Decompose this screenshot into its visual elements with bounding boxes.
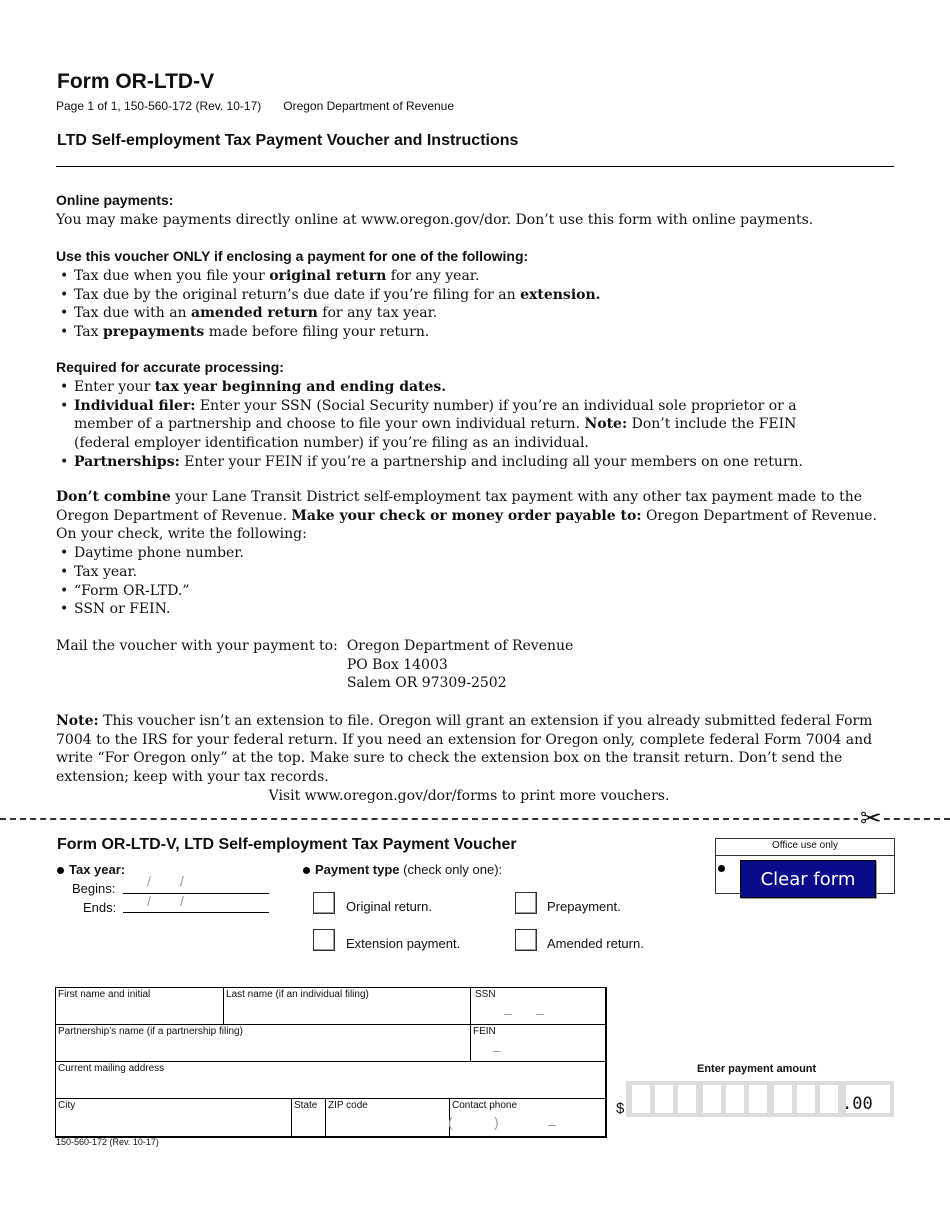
- payment-type-label: Payment type (check only one):: [303, 862, 502, 877]
- fein-separator: –: [493, 1042, 501, 1058]
- cut-line: [0, 818, 950, 820]
- agency-name: Oregon Department of Revenue: [283, 99, 455, 113]
- amount-digit-box: [749, 1085, 767, 1113]
- prepayment-checkbox[interactable]: [515, 892, 537, 914]
- page-subheader: [56, 99, 454, 113]
- amount-digit-box: [820, 1085, 838, 1113]
- state-field[interactable]: State: [291, 1098, 326, 1137]
- amount-digit-box: [726, 1085, 744, 1113]
- fein-field[interactable]: FEIN: [470, 1024, 606, 1062]
- form-title: Form OR-LTD-V: [57, 70, 215, 93]
- first-name-field[interactable]: First name and initial: [55, 987, 224, 1025]
- date-separator: /: [180, 893, 184, 909]
- taxpayer-info-grid: [55, 987, 607, 1138]
- phone-separator: –: [548, 1116, 556, 1132]
- combine-section: [56, 488, 894, 619]
- document-title: LTD Self-employment Tax Payment Voucher and Instructions: [57, 132, 519, 149]
- voucher-title: Form OR-LTD-V, LTD Self-employment Tax Payment Voucher: [57, 836, 517, 853]
- tax-year-label: Tax year:: [57, 862, 125, 877]
- ssn-field[interactable]: SSN: [470, 987, 606, 1025]
- list-item: • Tax due when you file your original return for any year.: [56, 267, 896, 286]
- last-name-field[interactable]: Last name (if an individual filing): [223, 987, 471, 1025]
- date-separator: /: [147, 893, 151, 909]
- amended-return-checkbox[interactable]: [515, 929, 537, 951]
- contact-phone-field[interactable]: Contact phone: [449, 1098, 606, 1137]
- amended-return-label: Amended return.: [547, 936, 644, 951]
- list-item: • Daytime phone number.: [56, 544, 894, 563]
- amount-digit-box: [678, 1085, 696, 1113]
- use-voucher-section: [56, 247, 896, 342]
- form-revision-footer: 150-560-172 (Rev. 10-17): [56, 1137, 159, 1147]
- office-bullet: [718, 860, 730, 878]
- required-list: [56, 378, 856, 472]
- mail-label: Mail the voucher with your payment to:: [56, 638, 338, 654]
- original-return-checkbox[interactable]: [313, 892, 335, 914]
- office-divider: [715, 855, 894, 856]
- check-info-list: [56, 544, 894, 619]
- page-info: Page 1 of 1, 150-560-172 (Rev. 10-17): [56, 99, 262, 113]
- list-item: • Tax due by the original return’s due date if you’re filing for an extension.: [56, 286, 896, 305]
- extension-payment-checkbox[interactable]: [313, 929, 335, 951]
- phone-paren-left: (: [448, 1114, 453, 1130]
- use-voucher-list: [56, 267, 896, 342]
- list-item: • SSN or FEIN.: [56, 600, 894, 619]
- scissors-icon: ✂: [860, 803, 882, 833]
- phone-paren-right: ): [494, 1114, 499, 1130]
- begins-date-input[interactable]: [123, 893, 269, 894]
- list-item: • Individual filer: Enter your SSN (Social Security number) if you’re an individual sole proprietor or a member of a partnership and choose to file your own individual return. Note: Don’t include the FEIN (federal employer identification number) if you’re filing as an individual.: [56, 397, 856, 453]
- required-heading: Required for accurate processing:: [56, 359, 284, 375]
- office-use-label: Office use only: [772, 840, 838, 851]
- use-voucher-heading: Use this voucher ONLY if enclosing a payment for one of the following:: [56, 248, 529, 264]
- mailing-address-field[interactable]: Current mailing address: [55, 1061, 606, 1099]
- ends-label: Ends:: [83, 900, 117, 915]
- list-item: • Tax year.: [56, 563, 894, 582]
- date-separator: /: [180, 873, 184, 889]
- list-item: • “Form OR-LTD.”: [56, 582, 894, 601]
- list-item: • Tax due with an amended return for any tax year.: [56, 304, 896, 323]
- ends-date-input[interactable]: [123, 912, 269, 913]
- cents-label: .00: [842, 1094, 873, 1114]
- mail-address: Oregon Department of Revenue PO Box 14003 Salem OR 97309-2502: [346, 638, 574, 692]
- online-text: You may make payments directly online at www.oregon.gov/dor. Don’t use this form with online payments.: [56, 212, 814, 228]
- zip-code-field[interactable]: ZIP code: [325, 1098, 450, 1137]
- amount-digit-box: [774, 1085, 792, 1113]
- list-item: • Partnerships: Enter your FEIN if you’re a partnership and including all your members on one return.: [56, 453, 856, 472]
- list-item: • Enter your tax year beginning and ending dates.: [56, 378, 856, 397]
- payment-amount-label: Enter payment amount: [697, 1063, 817, 1075]
- date-separator: /: [147, 873, 151, 889]
- visit-text: Visit www.oregon.gov/dor/forms to print more vouchers.: [268, 787, 670, 804]
- amount-digit-box: [632, 1085, 650, 1113]
- amount-digit-box: [703, 1085, 721, 1113]
- ssn-separator: –: [504, 1005, 512, 1021]
- bullet-icon: [718, 865, 725, 872]
- bullet-icon: [57, 867, 64, 874]
- prepayment-label: Prepayment.: [547, 899, 621, 914]
- clear-form-button[interactable]: Clear form: [740, 860, 876, 898]
- header-divider: [56, 166, 894, 167]
- combine-text: Don’t combine your Lane Transit District self-employment tax payment with any other tax payment made to the Oregon Department of Revenue. Make your check or money order payable to: Oregon Department of Revenue. On your check, write the following:: [56, 489, 877, 543]
- note-section: [56, 712, 894, 806]
- ssn-separator: –: [536, 1005, 544, 1021]
- amount-digit-box: [655, 1085, 673, 1113]
- bullet-icon: [303, 867, 310, 874]
- dollar-sign: $: [616, 1100, 625, 1117]
- extension-payment-label: Extension payment.: [346, 936, 461, 951]
- begins-label: Begins:: [72, 881, 116, 896]
- original-return-label: Original return.: [346, 899, 432, 914]
- online-heading: Online payments:: [56, 192, 174, 208]
- online-payments-section: [56, 191, 896, 230]
- amount-digit-box: [797, 1085, 815, 1113]
- partnership-name-field[interactable]: Partnership’s name (if a partnership filing): [55, 1024, 471, 1062]
- note-text: Note: This voucher isn’t an extension to file. Oregon will grant an extension if you already submitted federal Form 7004 to the IRS for your federal return. If you need an extension for Oregon only, complete federal Form 7004 and write “For Oregon only” at the top. Make sure to check the extension box on the transit return. Don’t send the extension; keep with your tax records.: [56, 713, 873, 786]
- list-item: • Tax prepayments made before filing your return.: [56, 323, 896, 342]
- required-section: [56, 358, 896, 472]
- mail-section: [56, 637, 573, 693]
- city-field[interactable]: City: [55, 1098, 292, 1137]
